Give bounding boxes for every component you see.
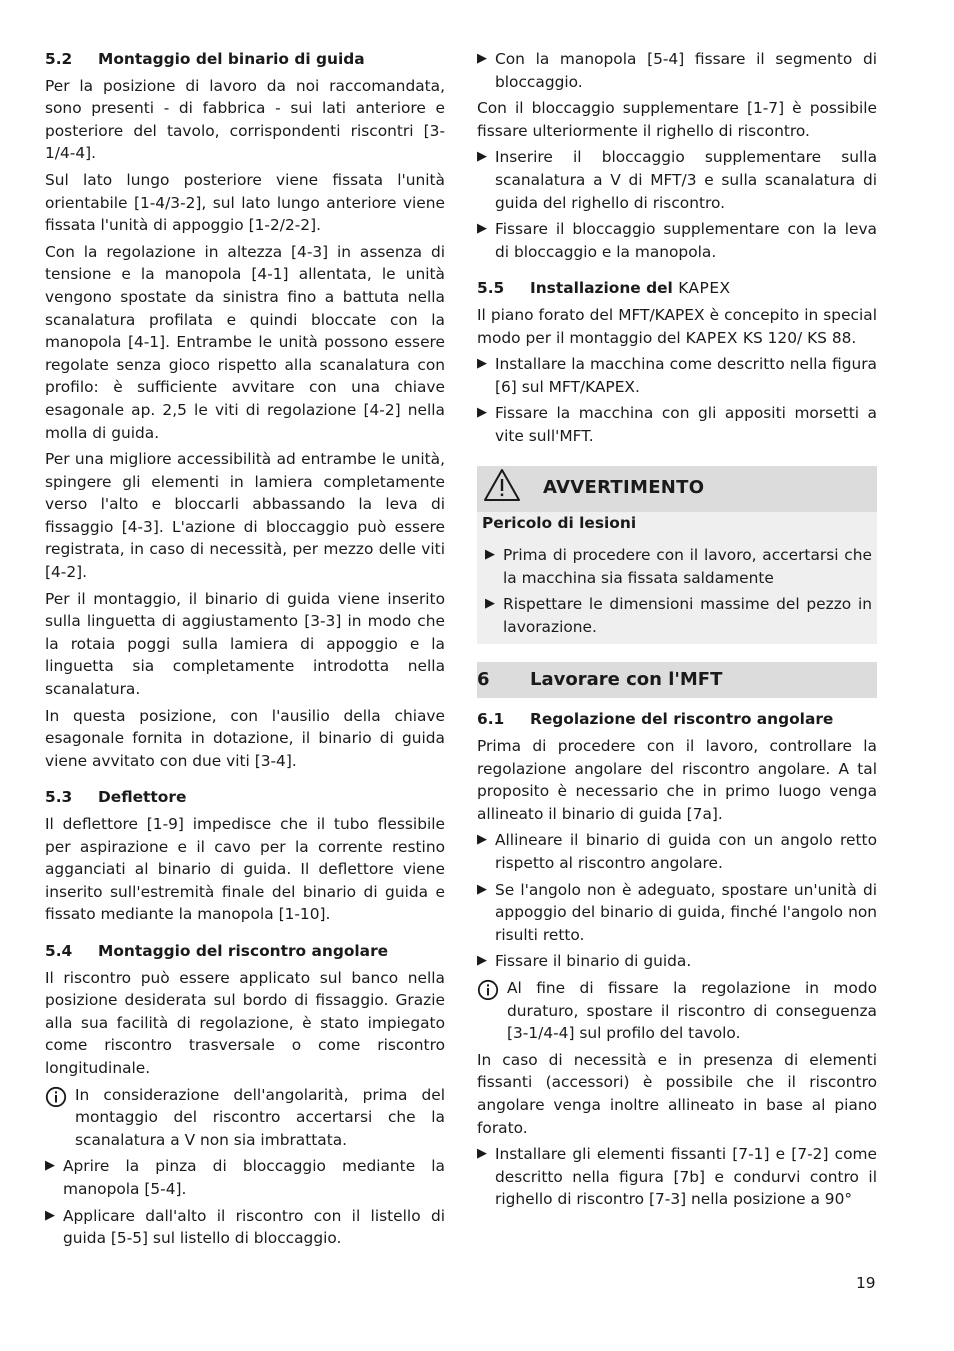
bullet-text: Inserire il bloccaggio supplementare sulla scanalatura a V di MFT/3 e sulla scanalatura di guida del righello di riscontro. [495, 148, 877, 212]
warning-title: AVVERTIMENTO [543, 477, 705, 499]
triangle-bullet-icon: ▶ [477, 953, 487, 969]
bullet-item [477, 48, 877, 93]
paragraph: Per una migliore accessibilità ad entrambe le unità, spingere gli elementi in lamiera completamente verso l'alto e bloccarli abbassando la leva di fissaggio [4-3]. L'azione di bloccaggio può essere registrata, in caso di necessità, per mezzo delle viti [4-2]. [45, 450, 445, 582]
section-title: Regolazione del riscontro angolare [530, 710, 834, 729]
info-note [477, 977, 877, 1045]
section-number: 6.1 [477, 710, 505, 729]
bullet-item [477, 1143, 877, 1211]
bullet-item [477, 879, 877, 947]
section-heading [45, 940, 445, 963]
bullet-item [477, 593, 877, 638]
bullet-text: Applicare dall'alto il riscontro con il listello di guida [5-5] sul listello di bloccaggio. [63, 1206, 445, 1248]
bullet-text: Installare la macchina come descritto nella figura [6] sul MFT/KAPEX. [495, 355, 877, 396]
triangle-bullet-icon: ▶ [485, 547, 495, 563]
bullet-item [477, 544, 877, 589]
warning-subtitle: Pericolo di lesioni [482, 513, 637, 532]
section-heading [45, 786, 445, 809]
triangle-bullet-icon: ▶ [477, 832, 487, 848]
paragraph: Sul lato lungo posteriore viene fissata l'unità orientabile [1-4/3-2], sul lato lungo anteriore viene fissata l'unità di appoggio [1-2/2-2]. [45, 170, 445, 235]
paragraph: In caso di necessità e in presenza di elementi fissanti (accessori) è possibile che il riscontro angolare venga inoltre allineato in base al piano forato. [477, 1050, 877, 1137]
info-icon [45, 1084, 75, 1152]
bullet-item [45, 1155, 445, 1200]
bullet-text: Allineare il binario di guida con un angolo retto rispetto al riscontro angolare. [495, 831, 877, 873]
right-column [477, 48, 877, 1215]
bullet-item [477, 829, 877, 874]
bullet-text: Se l'angolo non è adeguato, spostare un'unità di appoggio del binario di guida, finché l'angolo non risulti retto. [495, 880, 877, 944]
bullet-text: Fissare la macchina con gli appositi morsetti a vite sull'MFT. [495, 404, 877, 445]
bullet-text: Rispettare le dimensioni massime del pezzo in lavorazione. [503, 595, 872, 636]
info-icon [477, 977, 507, 1045]
triangle-bullet-icon: ▶ [477, 1146, 487, 1162]
section-number: 5.5 [477, 279, 505, 298]
bullet-text: Aprire la pinza di bloccaggio mediante la manopola [5-4]. [63, 1157, 445, 1198]
section-heading [477, 277, 877, 300]
info-note [45, 1084, 445, 1152]
section-5-3 [45, 786, 445, 926]
section-title: Montaggio del binario di guida [98, 50, 365, 68]
section-5-4 [45, 940, 445, 1250]
bullet-item [477, 950, 877, 973]
bullet-text: Fissare il binario di guida. [495, 952, 692, 971]
bullet-text: Con la manopola [5-4] fissare il segmento di bloccaggio. [495, 50, 877, 91]
bullet-item [477, 146, 877, 214]
section-number: 5.3 [45, 788, 73, 807]
section-title: Deflettore [98, 788, 187, 807]
triangle-bullet-icon: ▶ [45, 1207, 55, 1223]
paragraph: Il deflettore [1-9] impedisce che il tubo flessibile per aspirazione e il cavo per la corrente restino agganciati al binario di guida. Il deflettore viene inserito sull'estremità finale del binario di guida e fissato mediante la manopola [1-10]. [45, 815, 445, 924]
section-title: Montaggio del riscontro angolare [98, 941, 389, 960]
paragraph: In questa posizione, con l'ausilio della chiave esagonale fornita in dotazione, il binario di guida viene avvitato con due viti [3-4]. [45, 706, 445, 770]
brand-name: KAPEX [678, 279, 731, 298]
section-5-5 [477, 277, 877, 447]
triangle-bullet-icon: ▶ [477, 405, 487, 421]
paragraph: Il riscontro può essere applicato sul banco nella posizione desiderata sul bordo di fissaggio. Grazie alla sua facilità di regolazione, è stato impiegato come riscontro trasversale o come riscontro longitudinale. [45, 968, 445, 1077]
warning-header [477, 466, 877, 512]
triangle-bullet-icon: ▶ [477, 221, 487, 237]
section-number: 5.4 [45, 941, 73, 960]
bullet-item [477, 218, 877, 263]
paragraph: Prima di procedere con il lavoro, controllare la regolazione angolare del riscontro angolare. A tal proposito è necessario che in primo luogo venga allineato il binario di guida [7a]. [477, 737, 877, 823]
bullet-item [45, 1205, 445, 1250]
section-5-2 [45, 48, 445, 772]
note-text: Al fine di fissare la regolazione in modo duraturo, spostare il riscontro di conseguenza [3-1/4-4] sul profilo del tavolo. [507, 979, 877, 1043]
section-heading [45, 48, 445, 71]
triangle-bullet-icon: ▶ [477, 881, 487, 897]
triangle-bullet-icon: ▶ [477, 51, 487, 66]
warning-triangle-icon [483, 468, 521, 509]
section-heading [477, 708, 877, 731]
chapter-title: Lavorare con l'MFT [530, 669, 723, 691]
warning-box [477, 466, 877, 645]
triangle-bullet-icon: ▶ [45, 1158, 55, 1174]
triangle-bullet-icon: ▶ [477, 356, 487, 372]
section-5-4-continued [477, 48, 877, 263]
paragraph: Con la regolazione in altezza [4-3] in assenza di tensione e la manopola [4-1] allentata, le unità vengono spostate da sinistra fino a battuta nella scanalatura profilata e quindi bloccate con la manopola [4-1]. Entrambe le unità possono essere regolate senza gioco rispetto alla scanalatura con profilo: è sufficiente avvitare con una chiave esagonale ap. 2,5 le viti di regolazione [4-2] nella molla di guida. [45, 242, 445, 442]
paragraph: Il piano forato del MFT/KAPEX è concepito in special modo per il montaggio del KAPEX KS 120/ KS 88. [477, 305, 877, 347]
section-6-1 [477, 708, 877, 1210]
triangle-bullet-icon: ▶ [485, 596, 495, 612]
bullet-text: Prima di procedere con il lavoro, accertarsi che la macchina sia fissata saldamente [503, 546, 872, 587]
paragraph: Per il montaggio, il binario di guida viene inserito sulla linguetta di aggiustamento [3-3] in modo che la rotaia poggi sulla lamiera di appoggio e la linguetta sia completamente introdotta nella scanalatura. [45, 589, 445, 699]
note-text: In considerazione dell'angolarità, prima del montaggio del riscontro accertarsi che la scanalatura a V non sia imbrattata. [75, 1085, 445, 1149]
page-number: 19 [856, 1274, 876, 1292]
paragraph: Con il bloccaggio supplementare [1-7] è possibile fissare ulteriormente il righello di riscontro. [477, 99, 877, 140]
left-column [45, 48, 445, 1264]
bullet-text: Fissare il bloccaggio supplementare con la leva di bloccaggio e la manopola. [495, 220, 877, 261]
chapter-heading [477, 662, 877, 698]
paragraph: Per la posizione di lavoro da noi raccomandata, sono presenti - di fabbrica - sui lati anteriore e posteriore del tavolo, corrispondenti riscontri [3-1/4-4]. [45, 76, 445, 163]
bullet-text: Installare gli elementi fissanti [7-1] e [7-2] come descritto nella figura [7b] e condurvi contro il righello di riscontro [7-3] nella posizione a 90° [495, 1145, 877, 1209]
section-title: Installazione del KAPEX [530, 279, 731, 298]
brand-name: KAPEX [685, 328, 738, 347]
bullet-item [477, 402, 877, 447]
section-number: 5.2 [45, 50, 73, 68]
triangle-bullet-icon: ▶ [477, 149, 487, 165]
chapter-number: 6 [477, 669, 490, 691]
bullet-item [477, 353, 877, 398]
